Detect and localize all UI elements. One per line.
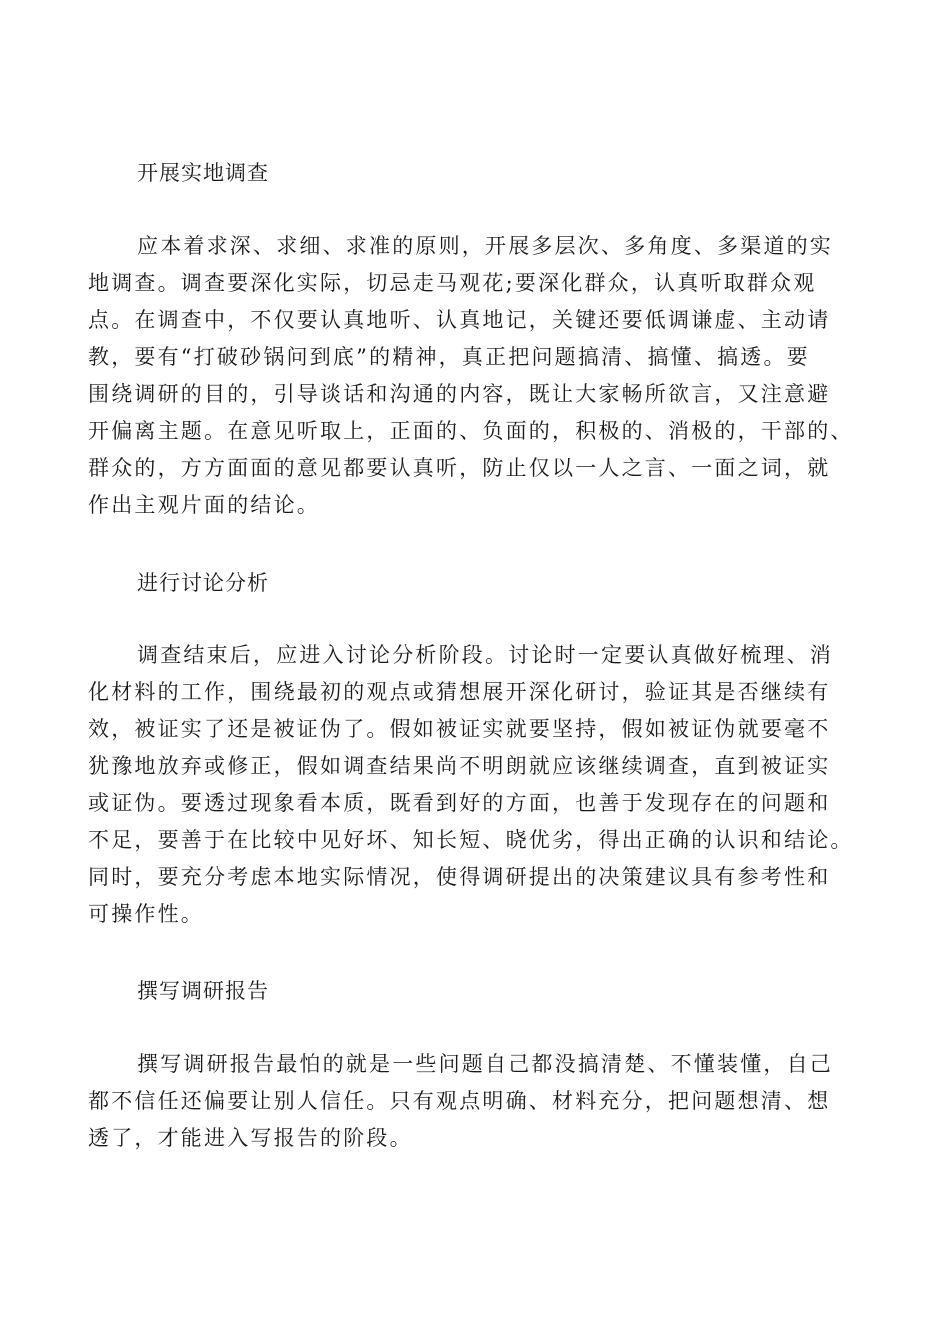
paragraph-line: 地调查。调查要深化实际，切忌走马观花;要深化群众，认真听取群众观: [88, 271, 817, 295]
paragraph-line: 都不信任还偏要让别人信任。只有观点明确、材料充分，把问题想清、想: [88, 1089, 831, 1113]
paragraph-line: 教，要有“打破砂锅问到底”的精神，真正把问题搞清、搞懂、搞透。要: [88, 345, 810, 369]
paragraph-line: 化材料的工作，围绕最初的观点或猜想展开深化研讨，验证其是否继续有: [88, 680, 831, 704]
section-heading: 开展实地调查: [137, 161, 269, 185]
section-heading: 撰写调研报告: [137, 979, 269, 1003]
paragraph-line: 应本着求深、求细、求准的原则，开展多层次、多角度、多渠道的实: [137, 234, 833, 258]
paragraph-line: 开偏离主题。在意见听取上，正面的、负面的，积极的、消极的，干部的、: [88, 419, 854, 443]
section-paragraph: [88, 228, 868, 524]
paragraph-line: 犹豫地放弃或修正，假如调查结果尚不明朗就应该继续调查，直到被证实: [88, 754, 831, 778]
paragraph-line: 不足，要善于在比较中见好坏、知长短、晓优劣，得出正确的认识和结论。: [88, 828, 854, 852]
paragraph-line: 撰写调研报告最怕的就是一些问题自己都没搞清楚、不懂装懂，自己: [137, 1052, 833, 1076]
section-paragraph: [88, 637, 868, 933]
paragraph-line: 点。在调查中，不仅要认真地听、认真地记，关键还要低调谦虚、主动请: [88, 308, 831, 332]
section-paragraph: [88, 1046, 868, 1157]
paragraph-line: 作出主观片面的结论。: [88, 493, 320, 517]
paragraph-line: 同时，要充分考虑本地实际情况，使得调研提出的决策建议具有参考性和: [88, 865, 831, 889]
paragraph-line: 调查结束后，应进入讨论分析阶段。讨论时一定要认真做好梳理、消: [137, 643, 833, 667]
paragraph-line: 围绕调研的目的，引导谈话和沟通的内容，既让大家畅所欲言，又注意避: [88, 382, 831, 406]
paragraph-line: 透了，才能进入写报告的阶段。: [88, 1126, 413, 1150]
paragraph-line: 可操作性。: [88, 902, 204, 926]
paragraph-line: 或证伪。要透过现象看本质，既看到好的方面，也善于发现存在的问题和: [88, 791, 831, 815]
paragraph-line: 效，被证实了还是被证伪了。假如被证实就要坚持，假如被证伪就要毫不: [88, 717, 831, 741]
paragraph-line: 群众的，方方面面的意见都要认真听，防止仅以一人之言、一面之词，就: [88, 456, 831, 480]
section-heading: 进行讨论分析: [137, 571, 269, 595]
